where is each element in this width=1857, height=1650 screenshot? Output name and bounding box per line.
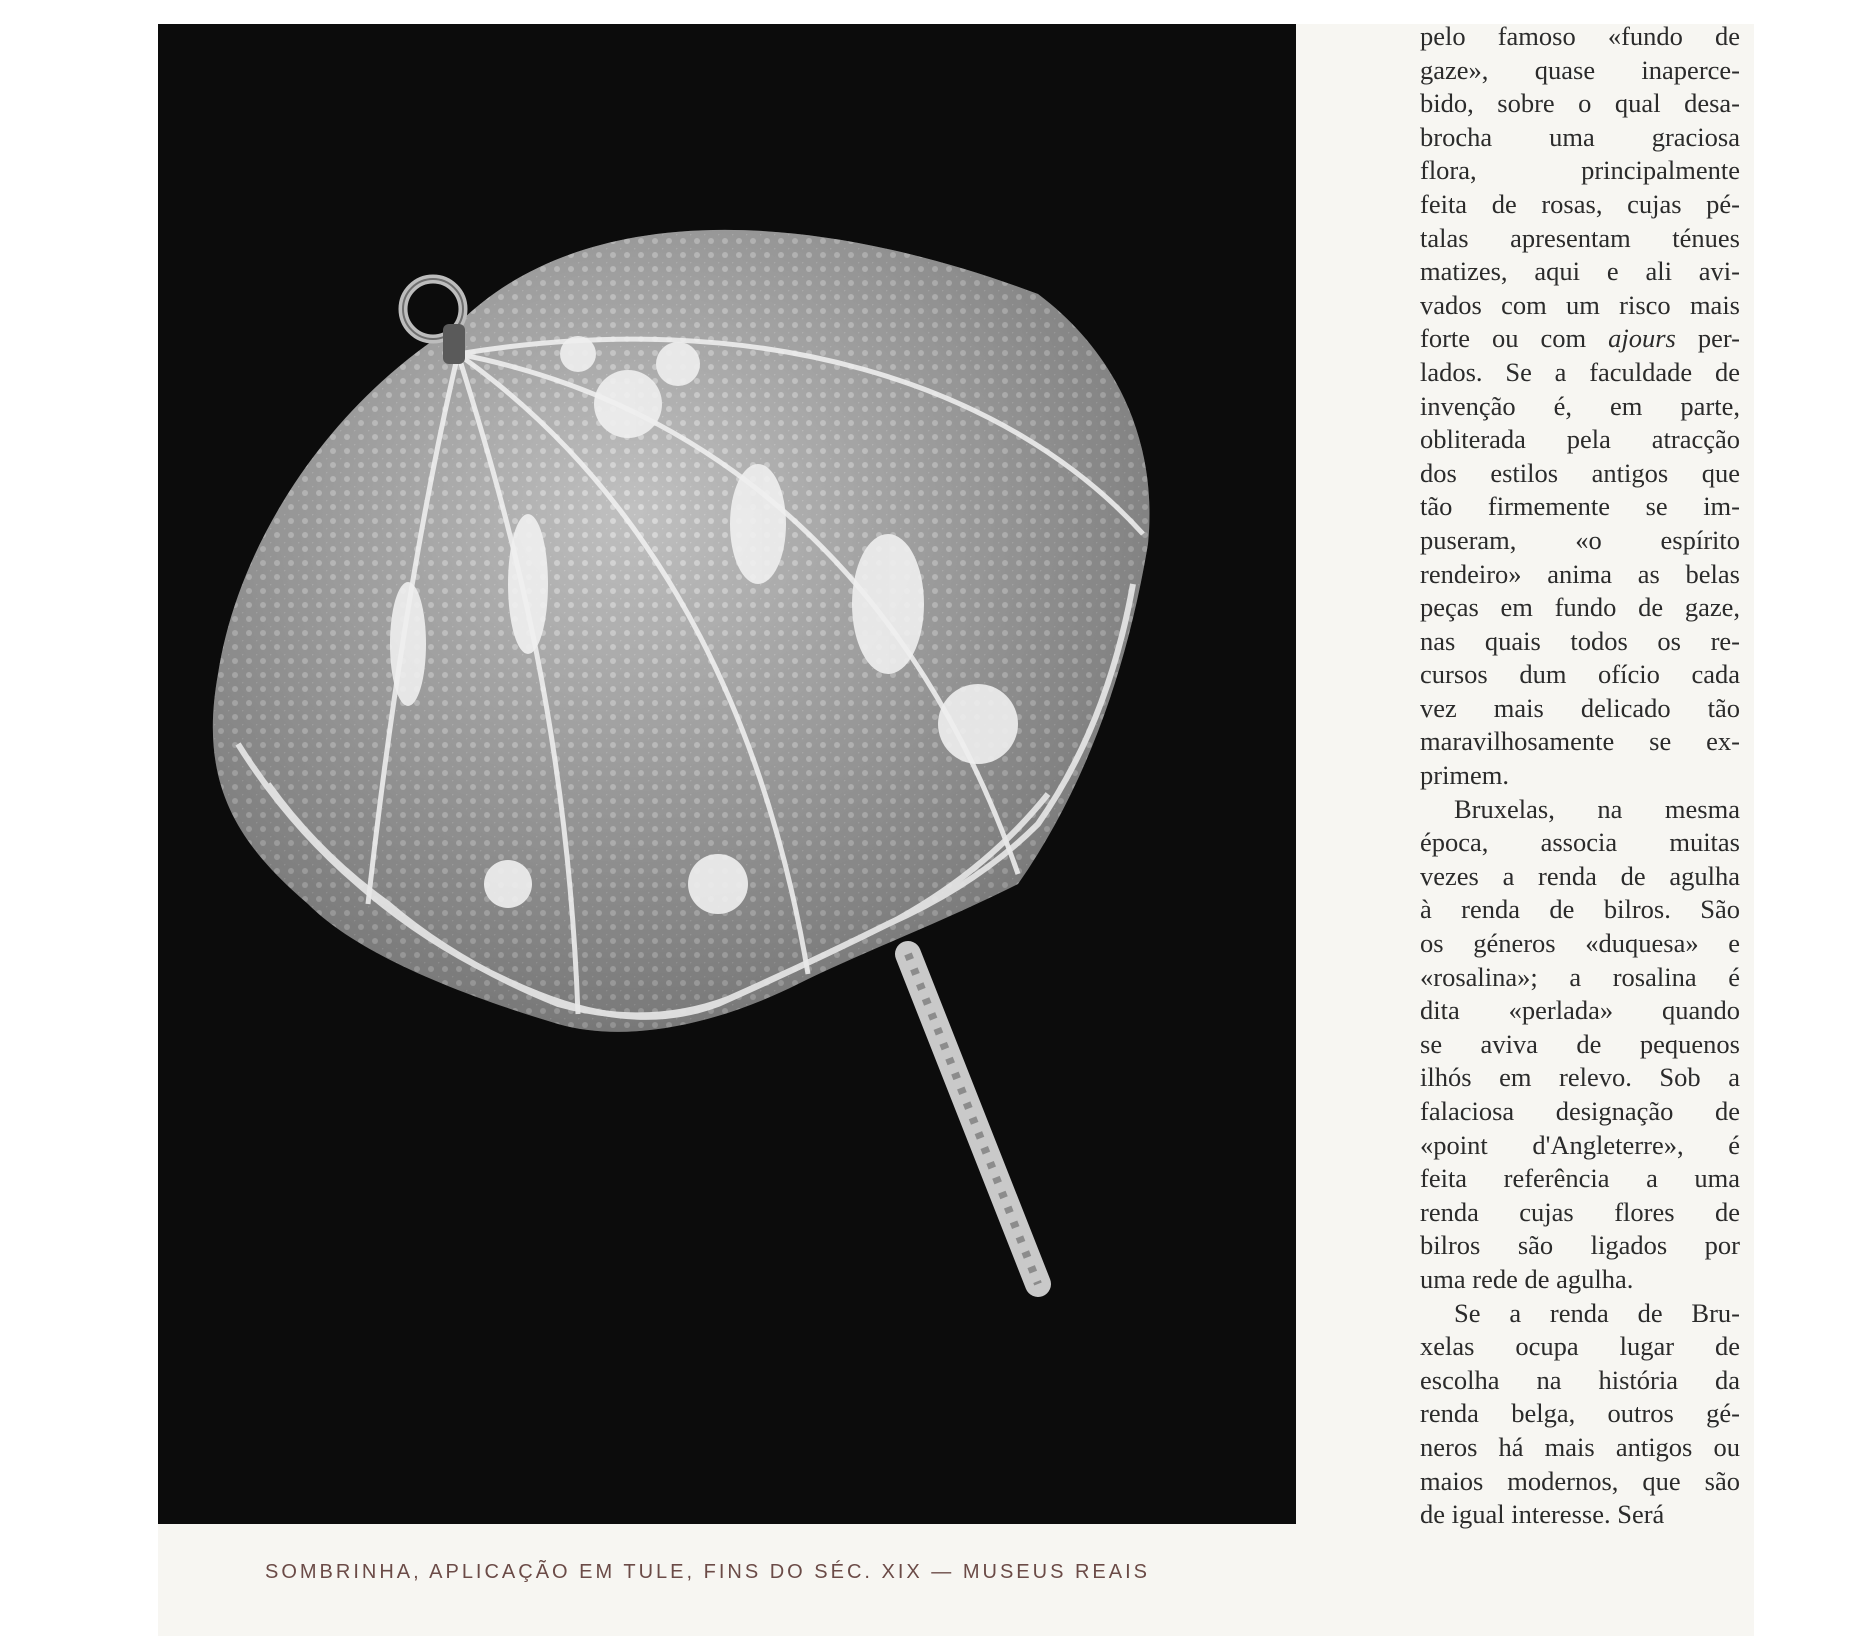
text-line: Se a renda de Bru- <box>1454 1297 1740 1328</box>
text-line: feita referência a uma <box>1420 1163 1740 1194</box>
text-line: «point d'Angleterre», é <box>1420 1129 1740 1160</box>
text-line: gaze», quase inaperce- <box>1420 54 1740 85</box>
text-line: cursos dum ofício cada <box>1420 659 1740 690</box>
text-segment: forte ou com <box>1420 323 1609 354</box>
text-line: maios modernos, que são <box>1420 1465 1740 1496</box>
text-line: vez mais delicado tão <box>1420 692 1740 723</box>
text-line: ilhós em relevo. Sob a <box>1420 1062 1740 1093</box>
text-line: pelo famoso «fundo de <box>1420 21 1740 51</box>
text-line: bido, sobre o qual desa- <box>1420 88 1740 119</box>
text-line: renda belga, outros gé- <box>1420 1398 1740 1429</box>
text-line: puseram, «o espírito <box>1420 524 1740 555</box>
text-line: dos estilos antigos que <box>1420 457 1740 488</box>
text-line: época, associa muitas <box>1420 827 1740 858</box>
text-line: lados. Se a faculdade de <box>1420 356 1740 387</box>
text-line: obliterada pela atracção <box>1420 424 1740 455</box>
text-line: primem. <box>1420 760 1510 791</box>
text-line: renda cujas flores de <box>1420 1196 1740 1227</box>
text-line: vados com um risco mais <box>1420 289 1740 320</box>
photo-caption: SOMBRINHA, APLICAÇÃO EM TULE, FINS DO SÉC. XIX — MUSEUS REAIS <box>265 1561 1151 1583</box>
text-line: xelas ocupa lugar de <box>1420 1331 1740 1362</box>
text-segment: , principalmente <box>1470 155 1740 186</box>
text-line: neros há mais antigos ou <box>1420 1431 1740 1462</box>
text-line: dita «perlada» quando <box>1420 995 1740 1026</box>
paragraph-2 <box>1420 793 1740 1297</box>
text-line: bilros são ligados por <box>1420 1230 1740 1261</box>
text-line: falaciosa designação de <box>1420 1096 1740 1126</box>
paragraph-1 <box>1420 20 1740 793</box>
text-segment: ajours <box>1608 323 1676 354</box>
lace-parasol-illustration <box>158 24 1296 1524</box>
body-text-column <box>1420 20 1740 1532</box>
text-line: à renda de bilros. São <box>1420 894 1740 925</box>
text-line: brocha uma graciosa <box>1420 121 1740 152</box>
text-line: talas apresentam ténues <box>1420 222 1740 253</box>
text-line: os géneros «duquesa» e <box>1420 928 1740 959</box>
text-line: vezes a renda de agulha <box>1420 860 1740 891</box>
text-line: matizes, aqui e ali avi- <box>1420 256 1740 287</box>
text-line: Bruxelas, na mesma <box>1454 793 1740 824</box>
text-line: «rosalina»; a rosalina é <box>1420 961 1740 992</box>
text-line: nas quais todos os re- <box>1420 625 1740 656</box>
text-segment: flora <box>1420 155 1471 186</box>
text-line: uma rede de agulha. <box>1420 1263 1634 1294</box>
text-line: tão firmemente se im- <box>1420 491 1740 522</box>
text-line: escolha na história da <box>1420 1364 1740 1395</box>
text-line: se aviva de pequenos <box>1420 1028 1740 1059</box>
paragraph-3 <box>1420 1297 1740 1532</box>
text-line: de igual interesse. Será <box>1420 1499 1665 1530</box>
text-line: maravilhosamente se ex- <box>1420 726 1740 757</box>
text-line: peças em fundo de gaze, <box>1420 592 1740 623</box>
text-line <box>1420 322 1740 356</box>
text-segment: per- <box>1675 323 1740 354</box>
text-line <box>1420 154 1740 188</box>
text-line: invenção é, em parte, <box>1420 390 1740 421</box>
text-line: rendeiro» anima as belas <box>1420 558 1740 589</box>
text-line: feita de rosas, cujas pé- <box>1420 188 1740 219</box>
parasol-photo <box>158 24 1296 1524</box>
